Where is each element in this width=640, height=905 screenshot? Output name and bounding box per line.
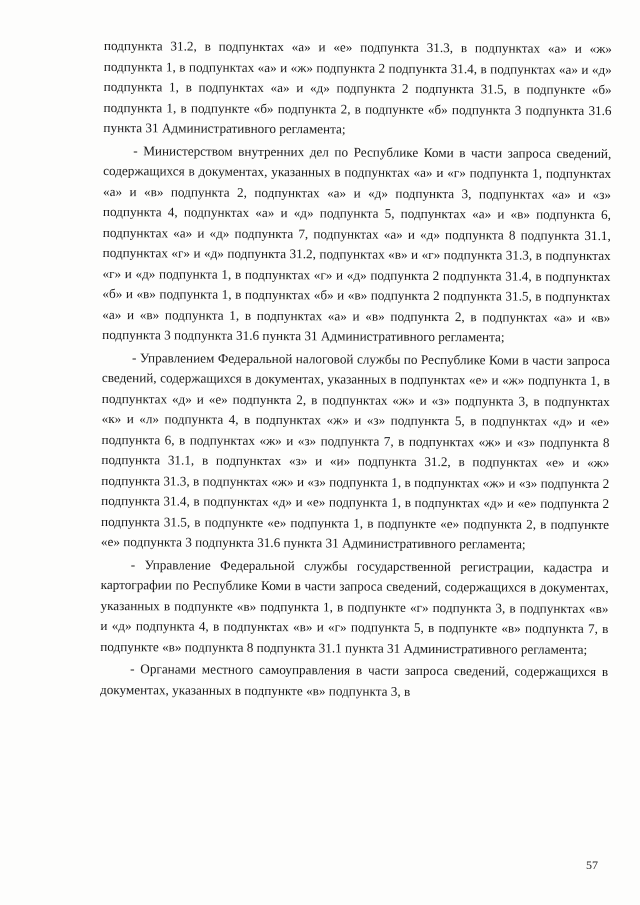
paragraph-local-government: - Органами местного самоуправления в части запроса сведений, содержащихся в документах, указанных в подпункте «в» подпункта 3, в	[99, 661, 609, 699]
paragraph-rosreestr: - Управление Федеральной службы государственной регистрации, кадастра и картографии по Республике Коми в части запроса сведений, содержащихся в документах, указанных в подпункте «в» подпункта 1, в подпункте «г» подпункта 3, в подпунктах «в» и «д» подпункта 4, в подпунктах «в» и «г» подпункта 5, в подпункте «в» подпункта 7, в подпункте «в» подпункта 8 подпункта 31.1 пункта 31 Административного регламента;	[100, 556, 609, 657]
paragraph-mvd: - Министерством внутренних дел по Республике Коми в части запроса сведений, содержащихся в документах, указанных в подпунктах «а» и «г» подпункта 1, подпунктах «а» и «в» подпункта 2, подпунктах «а» и «д» подпункта 3, подпунктах «а» и «з» подпункта 4, подпунктах «а» и «д» подпункта 5, подпунктах «а» и «в» подпункта 6, подпунктах «а» и «д» подпункта 7, подпунктах «а» и «д» подпункта 8 подпункта 31.1, подпунктах «г» и «д» подпункта 31.2, подпунктах «в» и «г» подпункта 31.3, в подпунктах «г» и «д» подпункта 1, в подпунктах «г» и «д» подпункта 2 подпункта 31.4, в подпунктах «б» и «в» подпункта 1, в подпунктах «б» и «в» подпункта 2 подпункта 31.5, в подпунктах «а» и «в» подпункта 1, в подпунктах «а» и «в» подпункта 2, в подпунктах «а» и «в» подпункта 3 подпункта 31.6 пункта 31 Административного регламента;	[102, 142, 612, 345]
page-number: 57	[586, 858, 598, 872]
paragraph-continuation: подпункта 31.2, в подпунктах «а» и «е» подпункта 31.3, в подпунктах «а» и «ж» подпункта 1, в подпунктах «а» и «ж» подпункта 2 подпункта 31.4, в подпунктах «а» и «д» подпункта 1, в подпунктах «а» и «д» подпункта 2 подпункта 31.5, в подпункте «б» подпункта 1, в подпункте «б» подпункта 2, в подпункте «б» подпункта 3 подпункта 31.6 пункта 31 Административного регламента;	[103, 37, 612, 137]
paragraph-fns: - Управлением Федеральной налоговой службы по Республике Коми в части запроса сведений, содержащихся в документах, указанных в подпунктах «е» и «ж» подпункта 1, в подпунктах «д» и «е» подпункта 2, в подпунктах «ж» и «з» подпункта 3, в подпунктах «к» и «л» подпункта 4, в подпунктах «ж» и «з» подпункта 5, в подпунктах «д» и «е» подпункта 6, в подпунктах «ж» и «з» подпункта 7, в подпунктах «ж» и «з» подпункта 8 подпункта 31.1, в подпунктах «з» и «и» подпункта 31.2, в подпунктах «е» и «ж» подпункта 31.3, в подпунктах «ж» и «з» подпункта 1, в подпунктах «ж» и «з» подпункта 2 подпункта 31.4, в подпунктах «д» и «е» подпункта 1, в подпунктах «д» и «е» подпункта 2 подпункта 31.5, в подпункте «е» подпункта 1, в подпункте «е» подпункта 2, в подпункте «е» подпункта 3 подпункта 31.6 пункта 31 Административного регламента;	[100, 349, 611, 552]
document-body	[100, 36, 612, 705]
